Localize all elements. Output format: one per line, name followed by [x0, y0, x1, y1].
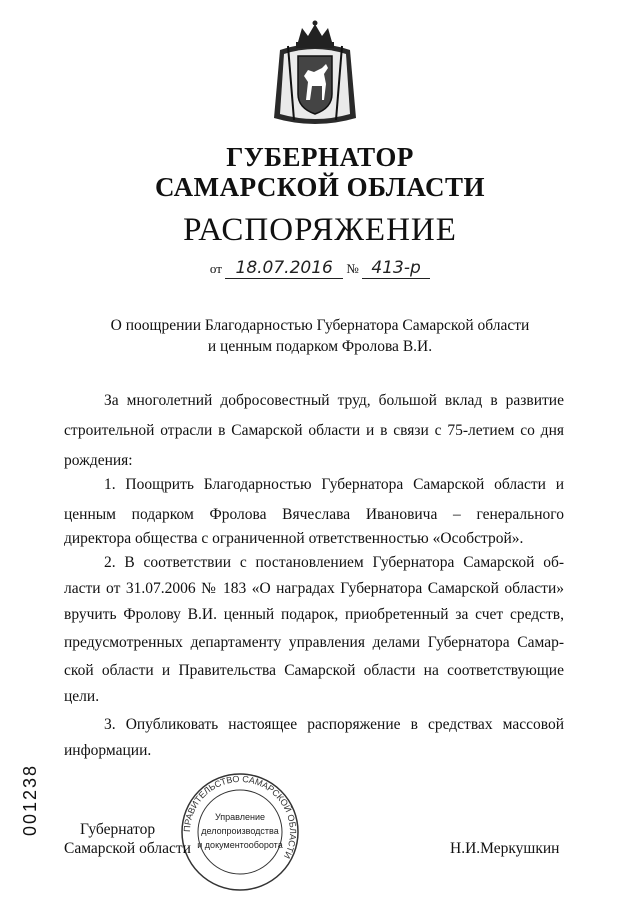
document-type: РАСПОРЯЖЕНИЕ [183, 212, 457, 248]
registration-number [8, 763, 56, 840]
preamble-line2: строительной отрасли в Самарской области и в связи с 75-летием со дня [64, 422, 564, 439]
item1-line1: 1. Поощрить Благодарностью Губернатора Самарской области и [104, 476, 564, 493]
preamble-line3: рождения: [64, 452, 133, 469]
item2-line6: цели. [64, 688, 100, 705]
coat-of-arms-icon [270, 20, 360, 132]
item3-line2: информации. [64, 742, 152, 759]
item3-line1: 3. Опубликовать настоящее распоряжение в средствах массовой [104, 716, 564, 733]
registration-number-text: 001238 [20, 763, 40, 836]
signatory-position-line2: Самарской области [64, 840, 191, 857]
header-title-line1: ГУБЕРНАТОР [226, 142, 414, 172]
stamp-inner-line2: делопроизводства [201, 826, 279, 836]
item2-line5: ской области и Правительства Самарской области на соответствующие [64, 662, 564, 679]
stamp-ring-text: ПРАВИТЕЛЬСТВО САМАРСКОЙ ОБЛАСТИ [181, 773, 299, 861]
stamp-inner-line3: и документооборота [197, 840, 283, 850]
stamp-inner-line1: Управление [214, 812, 266, 822]
signatory-name: Н.И.Меркушкин [450, 840, 560, 857]
office-stamp [178, 770, 302, 894]
date-label: от [209, 261, 222, 276]
item2-line4: предусмотренных департаменту управления делами Губернатора Самар- [64, 634, 564, 651]
signatory-position-line1: Губернатор [80, 821, 156, 838]
number-label: № [346, 261, 359, 276]
item2-line3: вручить Фролову В.И. ценный подарок, приобретенный за счет средств, [64, 606, 564, 623]
header-title-line2: САМАРСКОЙ ОБЛАСТИ [154, 172, 486, 202]
item1-line2: ценным подарком Фролова Вячеслава Ивановича – генерального [64, 506, 564, 523]
document-number: 413-р [362, 258, 430, 279]
document-date: 18.07.2016 [225, 258, 343, 279]
item2-line2: ласти от 31.07.2006 № 183 «О наградах Губернатора Самарской области» [64, 580, 564, 597]
subject-line1: О поощрении Благодарностью Губернатора Самарской области [110, 317, 530, 334]
subject-line2: и ценным подарком Фролова В.И. [207, 338, 433, 355]
item1-line3: директора общества с ограниченной ответственностью «Особстрой». [64, 530, 524, 547]
item2-line1: 2. В соответствии с постановлением Губернатора Самарской об- [104, 554, 564, 571]
preamble-line1: За многолетний добросовестный труд, большой вклад в развитие [104, 392, 564, 409]
date-number-line [0, 258, 640, 279]
